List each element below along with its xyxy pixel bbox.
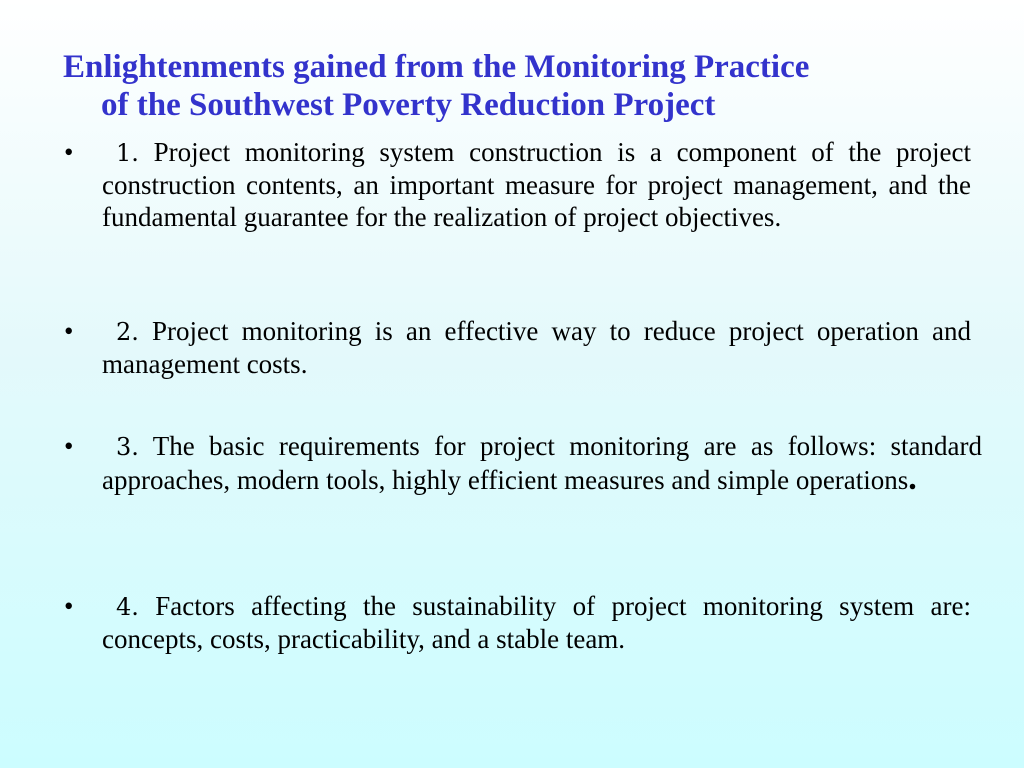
bullet-item-3-end-mark: . [908, 460, 917, 497]
slide-title-line-2: of the Southwest Poverty Reduction Project [101, 87, 716, 123]
bullet-item-4-body: Factors affecting the sustainability of project monitoring system are: concepts, costs, practicability, and a stable team. [102, 591, 972, 654]
bullet-item-3-body: The basic requirements for project monitoring are as follows: standard approaches, modern tools, highly efficient measures and simple operations [102, 431, 982, 495]
bullet-item-2-body: Project monitoring is an effective way to reduce project operation and management costs. [102, 316, 971, 379]
slide-title [63, 48, 993, 124]
bullet-item-3-text [102, 430, 982, 496]
bullet-item-1-number: 1. [116, 139, 139, 167]
bullet-item-1-text [102, 136, 971, 233]
bullet-icon: • [64, 431, 74, 461]
bullet-item-2-number: 2. [116, 318, 139, 346]
bullet-item-2-text [102, 315, 971, 380]
bullet-icon: • [64, 316, 74, 346]
bullet-icon: • [64, 591, 74, 621]
slide-title-line-1: Enlightenments gained from the Monitoring Practice [63, 49, 810, 85]
bullet-item-4-text [102, 590, 971, 655]
bullet-item-4-number: 4. [116, 593, 139, 621]
bullet-icon: • [64, 137, 74, 167]
bullet-item-3-number: 3. [116, 433, 139, 461]
bullet-item-1-body: Project monitoring system construction is a component of the project construction contents, an important measure for project management, and the fundamental guarantee for the realization of project objectives. [102, 137, 972, 232]
